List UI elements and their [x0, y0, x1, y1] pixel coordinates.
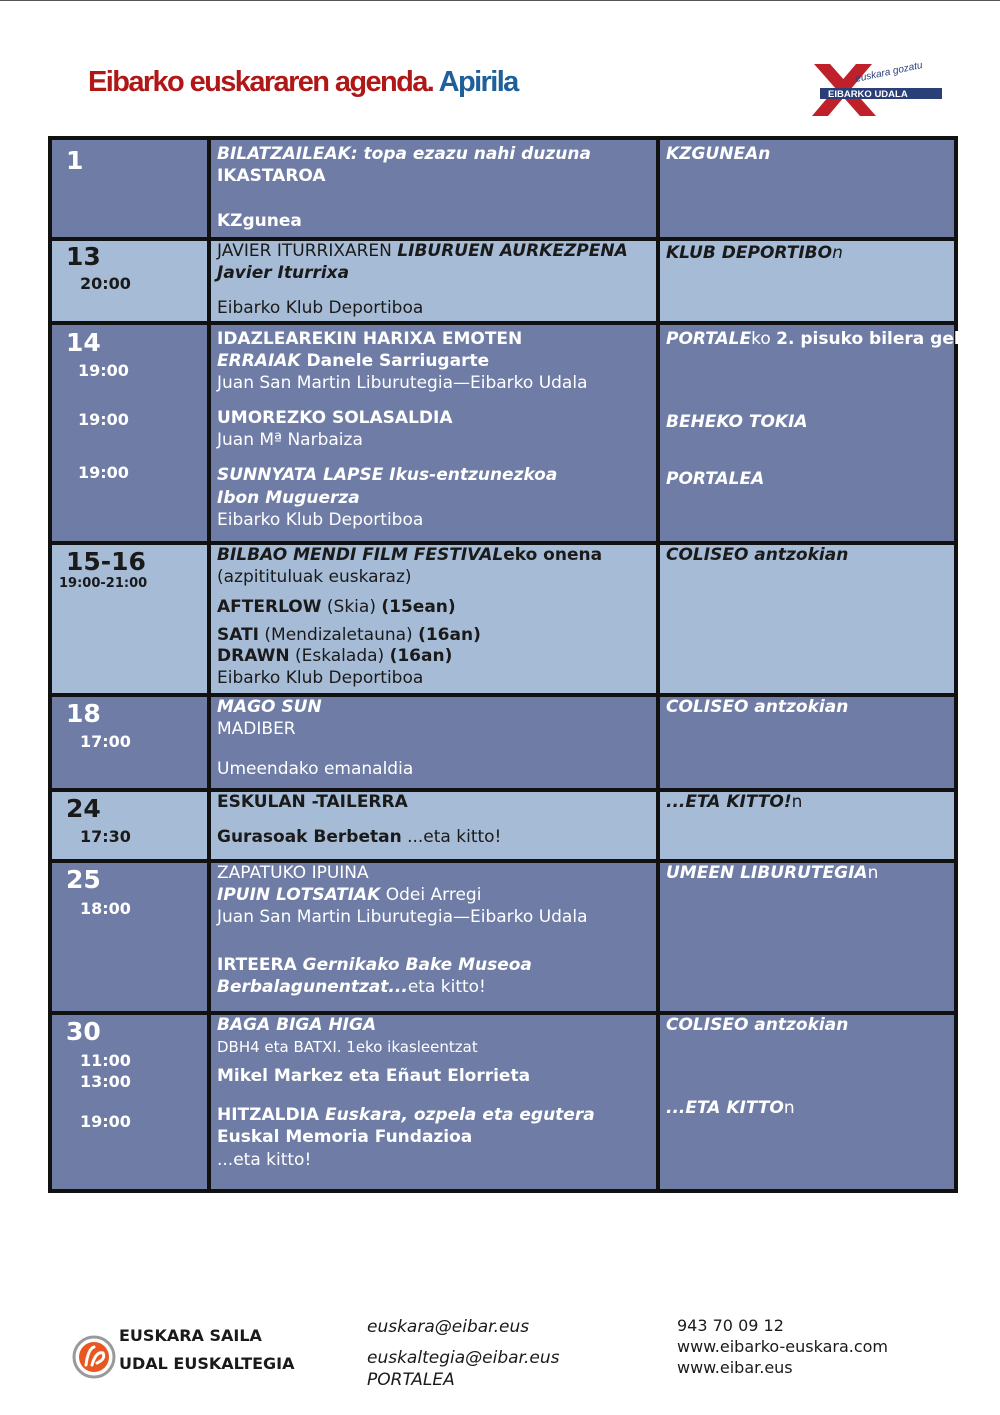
event-title: Gurasoak Berbetan [217, 827, 402, 847]
day-number: 18 [66, 699, 101, 728]
logo-line2: EIBARKO UDALA [828, 89, 908, 100]
event-time: 19:00 [80, 1112, 131, 1131]
event-line: Mikel Markez eta Eñaut Elorrieta [217, 1066, 531, 1086]
event-line: Juan San Martin Liburutegia—Eibarko Udala [217, 907, 588, 927]
event-time: 19:00 [78, 361, 129, 380]
day-number: 14 [66, 328, 101, 357]
film-date: (16an) [389, 646, 453, 666]
event-audience: Berbalagunentzat... [217, 977, 408, 997]
event-time: 19:00-21:00 [59, 576, 148, 591]
event-destination: Gernikako Bake Museoa [302, 955, 532, 975]
event-text: JAVIER ITURRIXAREN [217, 241, 398, 261]
event-title: ERRAIAK [217, 351, 301, 371]
place-name: ...ETA KITTO [666, 1098, 784, 1118]
event-time: 20:00 [80, 274, 131, 293]
event-line: ZAPATUKO IPUINA [217, 863, 369, 883]
place-line: KZGUNEAn [666, 144, 771, 164]
place-line: COLISEO antzokian [666, 1015, 849, 1035]
event-title: IPUIN LOTSATIAK [217, 885, 381, 905]
film-subtitle: (Eskalada) [289, 646, 390, 666]
day-number: 1 [66, 146, 84, 175]
table-row [48, 140, 958, 237]
event-line: Eibarko Klub Deportiboa [217, 298, 424, 318]
event-line: Euskal Memoria Fundazioa [217, 1127, 473, 1147]
day-number: 13 [66, 242, 101, 271]
event-line: IDAZLEAREKIN HARIXA EMOTEN [217, 329, 523, 349]
place-cell [660, 1015, 954, 1189]
day-number: 30 [66, 1017, 101, 1046]
event-line: UMOREZKO SOLASALDIA [217, 408, 453, 428]
event-cell [211, 863, 656, 1011]
date-cell [52, 792, 207, 859]
event-line: MADIBER [217, 719, 296, 739]
table-row [48, 1015, 958, 1189]
agenda-table [48, 136, 984, 1193]
footer-web1[interactable]: www.eibarko-euskara.com [677, 1337, 889, 1356]
place-name: KLUB DEPORTIBO [666, 243, 833, 263]
date-cell [52, 863, 207, 1011]
event-line: Umeendako emanaldia [217, 759, 414, 779]
event-author: Danele Sarriugarte [300, 351, 490, 371]
date-cell [52, 140, 207, 237]
event-line: ESKULAN -TAILERRA [217, 792, 408, 812]
table-row [48, 241, 958, 321]
place-name: PORTALE [666, 329, 752, 349]
event-line: BAGA BIGA HIGA [217, 1015, 377, 1035]
event-time: 18:00 [80, 899, 131, 918]
place-detail: 2. pisuko bilera gelan [776, 329, 984, 349]
event-line: SUNNYATA LAPSE Ikus-entzunezkoa [217, 465, 558, 485]
event-time: 17:30 [80, 827, 131, 846]
event-line: BILATZAILEAK: topa ezazu nahi duzuna [217, 144, 591, 164]
place-cell [660, 545, 954, 693]
place-name: ...ETA KITTO! [666, 792, 792, 812]
film-title: AFTERLOW [217, 597, 322, 617]
film-subtitle: (Skia) [321, 597, 382, 617]
date-cell [52, 545, 207, 693]
event-line: IKASTAROA [217, 166, 326, 186]
table-row [48, 792, 958, 859]
footer-email2[interactable]: euskaltegia@eibar.eus [367, 1348, 560, 1368]
place-cell [660, 241, 954, 321]
footer-phone: 943 70 09 12 [677, 1316, 784, 1335]
event-time: 19:00 [78, 410, 129, 429]
event-line: Ibon Muguerza [217, 488, 360, 508]
title-month: Apirila [438, 66, 518, 98]
event-line: (azpitituluak euskaraz) [217, 567, 412, 587]
event-line: KZgunea [217, 211, 302, 231]
event-line: DBH4 eta BATXI. 1eko ikasleentzat [217, 1038, 478, 1056]
event-line: Eibarko Klub Deportiboa [217, 668, 424, 688]
event-cell [211, 140, 656, 237]
table-row [48, 545, 958, 693]
event-cell [211, 241, 656, 321]
date-cell [52, 697, 207, 788]
table-row [48, 697, 958, 788]
place-suffix: n [791, 792, 803, 812]
table-row [48, 863, 958, 1011]
place-suffix: n [783, 1098, 795, 1118]
event-cell [211, 325, 656, 541]
place-cell [660, 140, 954, 237]
footer-dept2: UDAL EUSKALTEGIA [119, 1354, 295, 1373]
footer-web2[interactable]: www.eibar.eus [677, 1358, 793, 1377]
film-date: (16an) [418, 625, 481, 645]
event-title: HITZALDIA [217, 1105, 325, 1125]
euskara-saila-logo-icon [72, 1335, 116, 1379]
day-number: 15-16 [66, 547, 146, 576]
event-time: 11:00 [80, 1051, 131, 1070]
place-suffix: n [832, 243, 843, 263]
top-rule [0, 0, 1000, 1]
logo-line1: euskara gozatu [854, 59, 924, 85]
footer-dept1: EUSKARA SAILA [119, 1326, 262, 1345]
place-cell [660, 863, 954, 1011]
event-title: LIBURUEN AURKEZPENA [397, 241, 628, 261]
place-name: UMEEN LIBURUTEGIA [666, 863, 868, 883]
event-line: Juan San Martin Liburutegia—Eibarko Udala [217, 373, 588, 393]
film-title: SATI [217, 625, 260, 645]
place-suffix: ko [751, 329, 777, 349]
place-line: BEHEKO TOKIA [666, 412, 808, 432]
film-date: (15ean) [381, 597, 456, 617]
event-line: MAGO SUN [217, 697, 322, 717]
event-cell [211, 697, 656, 788]
event-suffix: eko onena [503, 545, 603, 565]
event-line: ...eta kitto! [217, 1150, 312, 1170]
event-line: Javier Iturrixa [217, 263, 350, 283]
footer-place: PORTALEA [367, 1370, 455, 1390]
title-main: Eibarko euskararen agenda. [88, 66, 434, 98]
euskara-gozatu-x-logo-icon [806, 58, 946, 122]
footer-email1[interactable]: euskara@eibar.eus [367, 1317, 530, 1337]
place-suffix: n [867, 863, 879, 883]
place-cell [660, 697, 954, 788]
table-row [48, 325, 984, 541]
event-time: 19:00 [78, 463, 129, 482]
event-cell [211, 545, 656, 693]
page-title [88, 66, 518, 99]
place-line: COLISEO antzokian [666, 545, 849, 565]
event-cell [211, 792, 656, 859]
day-number: 24 [66, 794, 101, 823]
date-cell [52, 325, 207, 541]
event-title: BILBAO MENDI FILM FESTIVAL [217, 545, 504, 565]
place-line: COLISEO antzokian [666, 697, 849, 717]
event-line: Juan Mª Narbaiza [217, 430, 363, 450]
date-cell [52, 241, 207, 321]
event-author: Odei Arregi [380, 885, 482, 905]
date-cell [52, 1015, 207, 1189]
event-organizer: eta kitto! [407, 977, 486, 997]
event-time: 17:00 [80, 732, 131, 751]
film-subtitle: (Mendizaletauna) [259, 625, 419, 645]
day-number: 25 [66, 865, 101, 894]
place-cell [660, 792, 954, 859]
event-cell [211, 1015, 656, 1189]
place-line: PORTALEA [666, 469, 765, 489]
film-title: DRAWN [217, 646, 290, 666]
event-time: 13:00 [80, 1072, 131, 1091]
event-title: IRTEERA [217, 955, 303, 975]
event-line: Eibarko Klub Deportiboa [217, 510, 424, 530]
event-topic: Euskara, ozpela eta egutera [324, 1105, 595, 1125]
event-organizer: ...eta kitto! [401, 827, 502, 847]
place-cell [660, 325, 984, 541]
